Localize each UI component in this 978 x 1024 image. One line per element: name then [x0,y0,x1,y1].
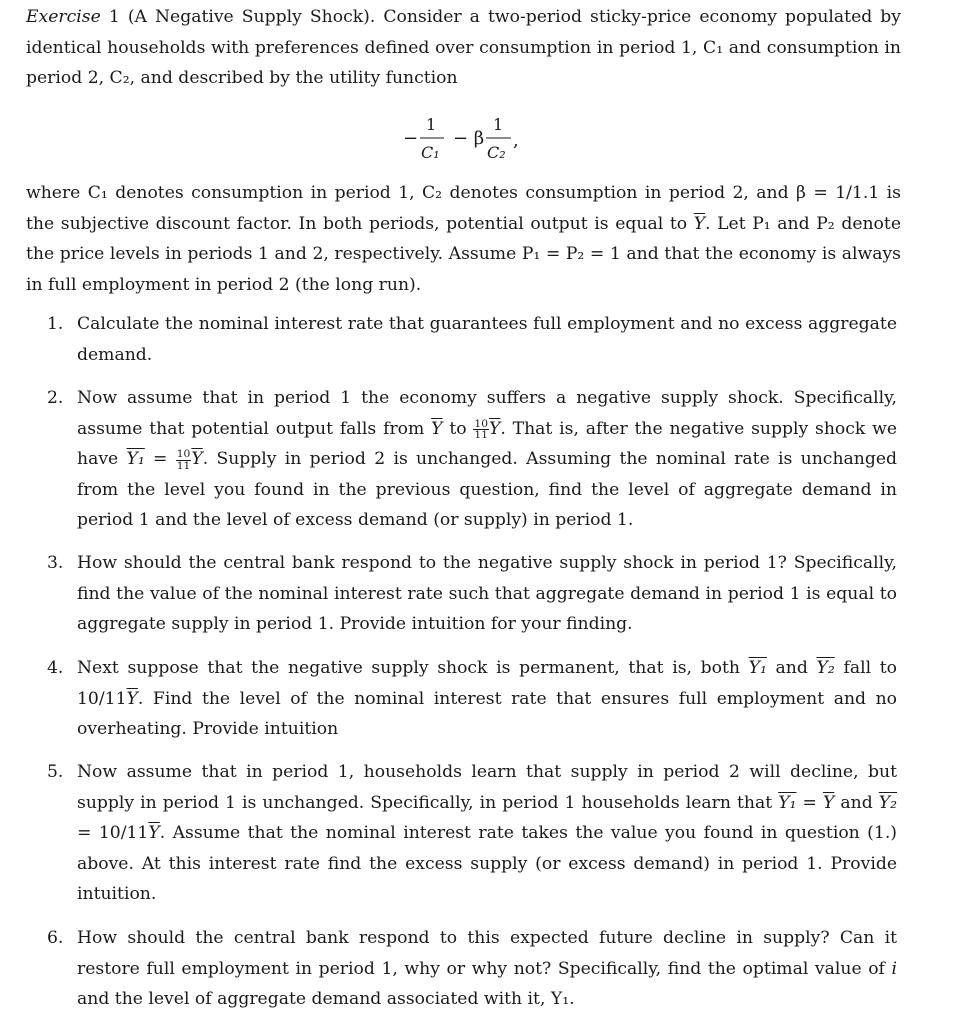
fraction-ten-elevenths [176,449,192,471]
math-y-bar: $\overline{Y}$ [126,688,138,709]
question-text: and [766,658,817,678]
question-number: 2. [47,388,64,408]
eq-minus-1: − [403,128,419,149]
question-text: and the level of aggregate demand associated with it, Y₁. [77,989,575,1010]
question-text: . That is, after the negative supply shock we have [77,418,898,470]
math-y-bar: $\overline{Y}$ [488,418,501,439]
potential-output: $\overline{Y}$ [693,213,706,234]
utility-equation [0,106,978,172]
math-y-bar: $\overline{Y}$ [822,792,835,813]
fraction-numerator: 10 [176,447,191,461]
question-text: How should the central bank respond to this expected future decline in supply? Can it restore full employment in period 1, why or why not? Specifically, find the optimal value of [77,928,897,979]
exercise-intro [26,2,901,94]
question-text: How should the central bank respond to the negative supply shock in period 1? Specifically, find the value of the nominal interest rate such that aggregate demand in period 1 is equal to aggregate supply in period 1. Provide intuition for your finding. [77,553,897,635]
question-number: 1. [47,314,64,334]
exercise-label: Exercise [26,7,101,27]
eq-numerator-1: 1 [426,115,437,134]
question-text: . Supply in period 2 is unchanged. Assuming the nominal rate is unchanged from the level you found in the previous question, find the level of aggregate demand in period 1 and the level of excess demand (or supply) in period 1. [77,449,898,531]
question-text: Calculate the nominal interest rate that guarantees full employment and no excess aggregate demand. [77,314,897,365]
model-description [26,178,901,300]
question-text: to [442,418,474,439]
question-text: Now assume that in period 1 the economy suffers a negative supply shock. Specifically, assume that potential output falls from [77,388,897,439]
question-4 [47,653,897,745]
eq-comma: , [513,130,519,151]
question-number: 5. [47,762,64,782]
description-part-1: where C₁ denotes consumption in period 1, C₂ denotes consumption in period 2, and β = 1/1.1 is the subjective discount factor. In both periods, potential output is equal to [26,183,901,234]
question-6 [47,923,897,1015]
math-y1-bar: Y₁ [778,792,797,813]
math-y1-bar: Y₁ [126,449,145,470]
math-y2-bar: Y₂ [878,792,898,813]
question-text: . Assume that the nominal interest rate takes the value you found in question (1.) above. At this interest rate find the excess supply (or excess demand) in period 1. Provide intuition. [77,823,897,905]
fraction-denominator: 11 [474,428,488,442]
math-equals: = [144,449,176,470]
question-number: 6. [47,928,64,948]
math-y-bar: $\overline{Y}$ [148,823,160,844]
math-i: i [891,958,897,979]
exercise-title: (A Negative Supply Shock). [127,7,376,27]
math-equals: = [796,792,823,813]
question-number: 4. [47,658,64,678]
math-y-bar: $\overline{Y}$ [431,418,443,439]
question-text: . Find the level of the nominal interest rate that ensures full employment and no overheating. Provide intuition [77,688,897,740]
fraction-denominator: 11 [176,458,191,472]
fraction-numerator: 10 [474,416,488,430]
math-y-bar: $\overline{Y}$ [191,449,203,470]
eq-minus-beta: − β [453,128,485,149]
question-text: = 10/11 [77,823,149,844]
math-y2-bar: Y₂ [816,658,835,678]
question-2 [47,383,898,536]
question-text: Next suppose that the negative supply shock is permanent, that is, both [77,658,749,678]
question-5 [47,757,898,910]
fraction-ten-elevenths [473,416,489,442]
utility-function [0,106,978,172]
question-3 [47,548,897,640]
eq-denominator-2: C₂ [487,143,506,162]
question-text: and [834,792,879,813]
eq-numerator-2: 1 [493,115,504,134]
description-part-2: . Let P₁ and P₂ denote the price levels in periods 1 and 2, respectively. Assume P₁ = P₂ = 1 and that the economy is always in full employment in period 2 (the long run). [26,213,901,295]
intro-text: Consider a two-period sticky-price economy populated by identical households with preferences defined over consumption in period 1, C₁ and consumption in period 2, C₂, and described by the utility function [26,7,902,89]
question-text: fall to 10/11 [77,658,897,709]
math-y1-bar: Y₁ [748,658,767,678]
question-1 [47,309,897,370]
eq-denominator-1: C₁ [421,143,440,162]
question-number: 3. [47,553,64,573]
exercise-number: 1 [108,7,120,27]
question-text: Now assume that in period 1, households learn that supply in period 2 will decline, but supply in period 1 is unchanged. Specifically, in period 1 households learn that [77,762,897,813]
